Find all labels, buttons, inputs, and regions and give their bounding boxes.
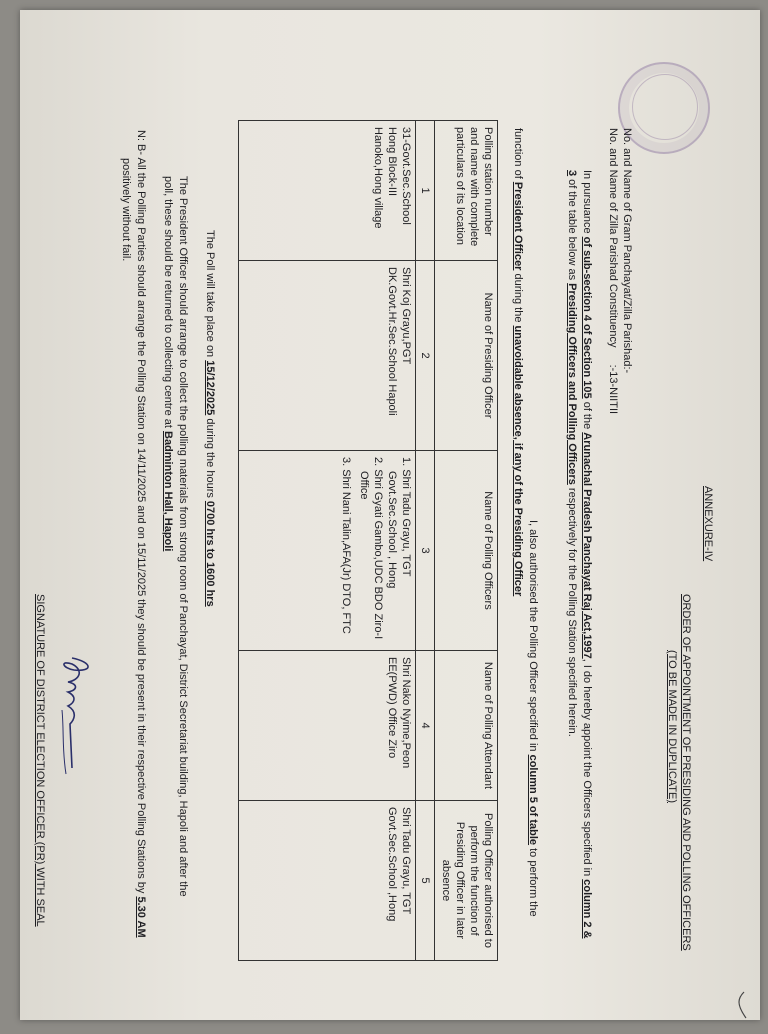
pen-tick-icon (734, 990, 748, 1020)
polling-officer-3: 3. Shri Nani Talin,AFA(Jr) DTO, FTC (340, 457, 352, 634)
collecting-centre: Badminton Hall, Hapoli (162, 431, 174, 552)
col-number-2: 2 (416, 261, 435, 451)
poll-date: 15/12/2025 (204, 360, 216, 416)
para1-officers: Presiding Officers and Polling Officers (566, 283, 578, 485)
para1-act: Arunachal Pradesh Panchayat Raj Act,1997 (581, 432, 593, 659)
para1-section: of sub-section 4 of Section 105 (581, 236, 593, 399)
order-subtitle: (TO BE MADE IN DUPLICATE) (666, 650, 678, 804)
zilla-parishad-field (607, 128, 619, 414)
cell-authorised: Shri Tadu Grayu, TGT Govt.Sec.School ,Hong (239, 801, 416, 961)
cell-polling (239, 451, 416, 651)
president-note-text: The President Officer should arrange to collect the polling materials from strong room of Panchayat, District Secretariat building, Hapoli and after the poll, these should be returned to collecting centre at (162, 176, 189, 897)
gram-panchayat-field: No. and Name of Gram Panchayat/Zilla Parishad:- (621, 128, 633, 374)
signature-icon (52, 650, 102, 780)
col-number-5: 5 (416, 801, 435, 961)
para1-text: of the table below as (566, 176, 578, 284)
header-attendant: Name of Polling Attendant (435, 651, 498, 801)
cell-presiding: Shri Koj Grayu,PGT DK.Govt.Hr.Sec.School Hapoli (239, 261, 416, 451)
table-row (239, 121, 416, 961)
para2-text: to perform the function of (512, 128, 539, 917)
para1-text: respectively for the Polling Station specified herein. (566, 484, 578, 737)
authorisation-paragraph (510, 128, 540, 948)
appointment-table (238, 120, 498, 961)
cell-attendant: Shri Nako Nyime,Peon EE(PWD) Office Ziro (239, 651, 416, 801)
polling-officer-2: 2. Shri Gyati Gambo,UDC BDO Ziro-I Office (358, 457, 384, 640)
poll-schedule (204, 230, 216, 607)
nota-bene (118, 130, 148, 958)
document-sheet (20, 10, 760, 1020)
cell-station: 31-Govt.Sec.School Hong Block-III Hanoko,Hong village (239, 121, 416, 261)
nb-time: 5.30 AM (135, 896, 147, 938)
header-authorised: Polling Officer authorised to perform the function of Presiding Officer in later absence (435, 801, 498, 961)
zilla-parishad-label: No. and Name of Zilla Parishad Constituency (607, 128, 619, 348)
para2-text: during the (512, 270, 524, 326)
para1-text: of the (581, 398, 593, 433)
seal-inner-ring-icon (632, 74, 698, 140)
zilla-parishad-value: :-13-NIITII (607, 364, 619, 415)
nb-text: All the Polling Parties should arrange the Polling Station on 14/11/2025 and on 15/11/2025 they should be present in their respective Polling Stations by (135, 157, 147, 897)
header-polling: Name of Polling Officers (435, 451, 498, 651)
nb-label: N: B- (135, 130, 147, 156)
header-station: Polling station number and name with complete particulars of its location (435, 121, 498, 261)
para1-text: In pursuance (581, 170, 593, 237)
polling-officer-1: 1. Shri Tadu Grayu, TGT Govt.Sec.School , Hong (386, 457, 412, 589)
rotated-page (20, 10, 768, 1034)
para2-column: column 5 of table (527, 754, 539, 846)
para1-text: , I do hereby appoint the Officers specified in (581, 658, 593, 880)
table-header-row (435, 121, 498, 961)
header-presiding: Name of Presiding Officer (435, 261, 498, 451)
signature-caption: SIGNATURE OF DISTRICT ELECTION OFFICER (PR) WITH SEAL (34, 594, 46, 927)
poll-text: during the hours (204, 415, 216, 501)
order-title: ORDER OF APPOINTMENT OF PRESIDING AND POLLING OFFICERS (680, 594, 692, 951)
table-number-row (416, 121, 435, 961)
annexure-label: ANNEXURE-IV (702, 486, 714, 562)
poll-hours: 0700 hrs to 1600 hrs (204, 500, 216, 607)
para2-officer: President Officer (512, 181, 524, 271)
poll-text: The Poll will take place on (204, 230, 216, 361)
col-number-1: 1 (416, 121, 435, 261)
col-number-4: 4 (416, 651, 435, 801)
nb-text: positively without fail. (120, 158, 132, 262)
col-number-3: 3 (416, 451, 435, 651)
para1-columns: column 2 & 3 (566, 170, 593, 939)
appointment-paragraph (564, 170, 594, 940)
para2-absence: unavoidable absence, if any of the Presiding Officer (512, 325, 524, 597)
para2-text: I, also authorised the Polling Officer specified in (527, 520, 539, 755)
president-note (160, 176, 190, 916)
